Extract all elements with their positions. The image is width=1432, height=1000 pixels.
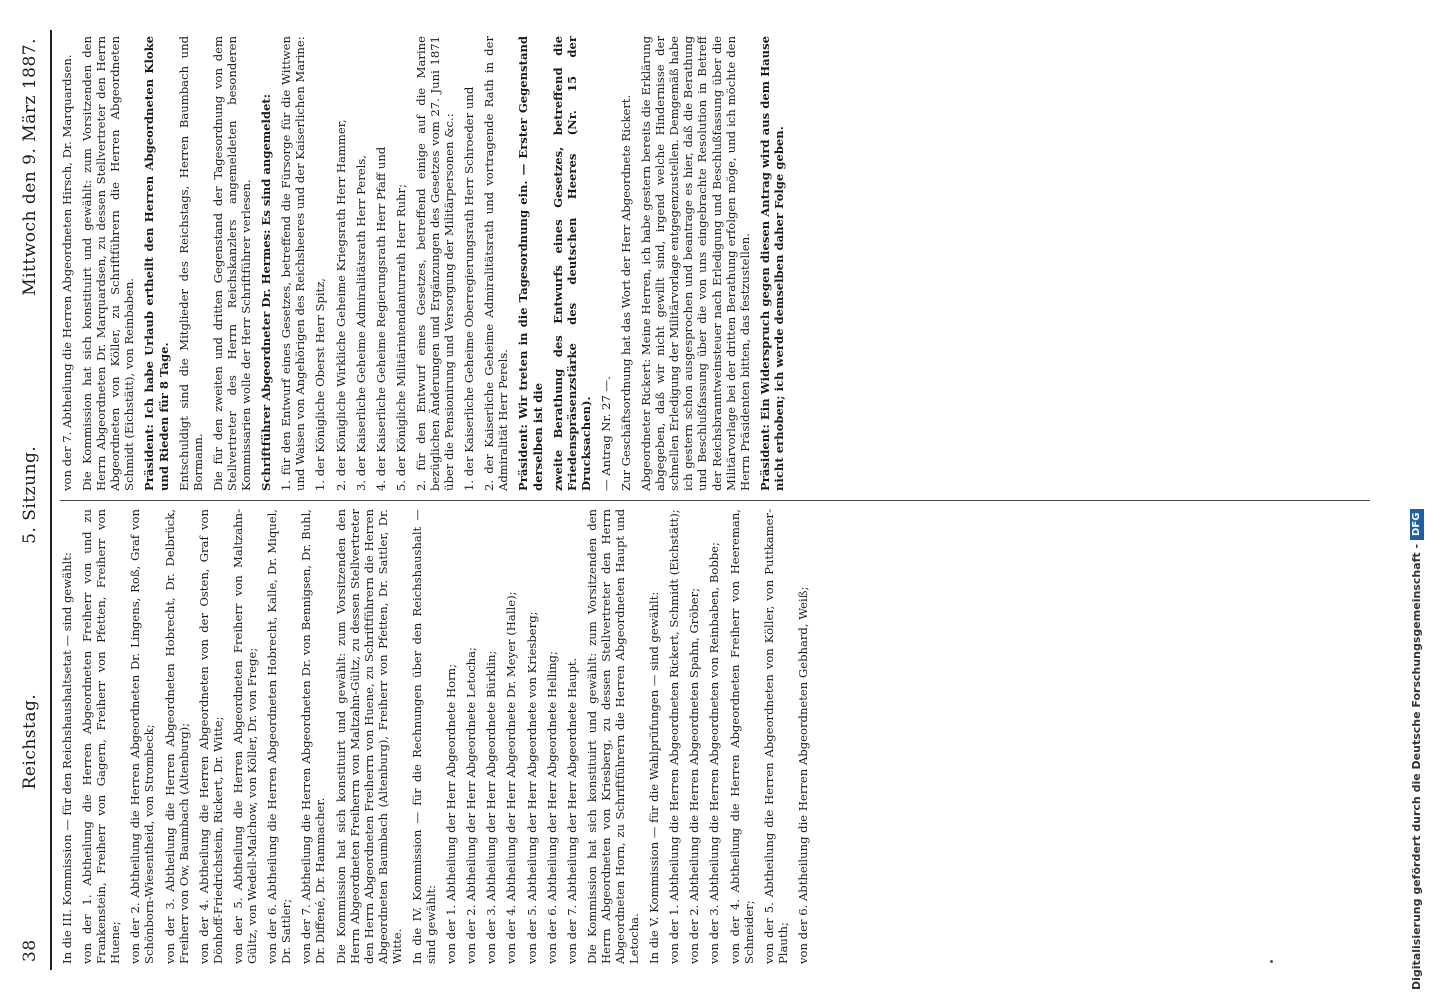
paragraph: Schriftführer Abgeordneter Dr. Hermes: Es sind angemeldet: — [259, 94, 274, 491]
page-header — [20, 38, 44, 962]
paragraph: In die III. Kommission — für den Reichshaushaltsetat — sind gewählt: — [60, 552, 74, 964]
dfg-logo-badge: DFG — [1410, 509, 1424, 540]
paragraph: Die Kommission hat sich konstituirt und gewählt: zum Vorsitzenden den Herrn Abgeordneten Dr. Marquardsen, zu dessen Stellvertreter den Herrn Abgeordneten von Köller, zu Schriftführern die Herren Abgeordneten Schmidt (Eichstätt), von Reinbaben. — [80, 36, 137, 491]
paragraph: von der 5. Abtheilung der Herr Abgeordnete von Kriesberg; — [524, 611, 539, 964]
paragraph: Präsident: Ich habe Urlaub ertheilt den Herren Abgeordneten Kloke und Rieden für 8 Tage. — [142, 36, 171, 491]
paragraph: Die Kommission hat sich konstituirt und gewählt: zum Vorsitzenden den Herrn Abgeordneten Freiherrn von Maltzahn-Gültz, zu dessen Stellvertreter den Herrn Abgeordneten Freiherrn von Huene, zu Schriftführern die Herren Abgeordneten Baumbach (Altenburg), Freiherr von Pfetten, Dr. Sattler, Dr. Witte. — [333, 509, 404, 964]
paragraph: Abgeordneter Rickert: Meine Herren, ich habe gestern bereits die Erklärung abgegeben, daß wir nicht gewillt sind, irgend welche Hindernisse der schnellen Erledigung der Militärvorlage entgegenzustellen. Demgemäß habe ich gestern schon ausgesprochen und beantrage es hier, daß die Berathung und Beschlußfassung über die von uns eingebrachte Resolution in Betreff der Reichsbranntweinsteuer nach Erledigung und Beschlußfassung über die Militärvorlage bei der dritten Berathung erfolgen möge, und ich möchte den Herrn Präsidenten bitten, das festzustellen. — [639, 36, 752, 491]
paragraph: Zur Geschäftsordnung hat das Wort der Herr Abgeordnete Rickert. — [619, 94, 633, 491]
paragraph: von der 4. Abtheilung die Herren Abgeordneten Freiherr von Heereman, Schneider; — [727, 509, 756, 964]
paragraph: 1. der Kaiserliche Geheime Oberregierungsrath Herr Schroeder und — [462, 86, 477, 491]
paragraph: von der 4. Abtheilung der Herr Abgeordnete Dr. Meyer (Halle); — [504, 591, 519, 964]
paragraph: von der 7. Abtheilung der Herr Abgeordnete Haupt. — [564, 657, 579, 964]
paragraph: Entschuldigt sind die Mitglieder des Reichstags, Herren Baumbach und Bormann. — [176, 36, 205, 491]
paragraph: von der 7. Abtheilung die Herren Abgeordneten Hirsch, Dr. Marquardsen. — [60, 54, 74, 491]
page-number: 38 — [20, 939, 40, 962]
paragraph: Präsident: Ein Widerspruch gegen diesen Antrag wird aus dem Hause nicht erhoben; ich werde demselben daher Folge geben. — [757, 36, 786, 491]
paragraph: von der 5. Abtheilung die Herren Abgeordneten Freiherr von Maltzahn-Gültz, von Wedell-Malchow, von Köller, Dr. von Frege; — [230, 509, 260, 964]
left-column — [60, 509, 1370, 964]
paragraph: — Antrag Nr. 27 —. — [598, 376, 613, 491]
paragraph: 1. für den Entwurf eines Gesetzes, betreffend die Fürsorge für die Wittwen und Waisen von Angehörigen des Reichsheeres und der Kaiserlichen Marine: — [279, 36, 308, 491]
paragraph: von der 1. Abtheilung die Herren Abgeordneten Freiherr von und zu Frankenstein, Freiherr von Gagern, Freiherr von Pfetten, Freiherr von Huene; — [80, 509, 123, 964]
paragraph: von der 2. Abtheilung die Herren Abgeordneten Spahn, Gröber; — [687, 587, 702, 964]
paragraph: In die IV. Kommission — für die Rechnungen über den Reichshaushalt — sind gewählt: — [409, 509, 439, 964]
paragraph: von der 3. Abtheilung der Herr Abgeordnete Bürklin; — [484, 650, 499, 964]
paragraph: von der 1. Abtheilung der Herr Abgeordnete Horn; — [444, 664, 459, 964]
paragraph: von der 2. Abtheilung der Herr Abgeordnete Letocha; — [464, 647, 479, 964]
session-label: 5. Sitzung. — [20, 445, 40, 544]
paragraph: von der 2. Abtheilung die Herren Abgeordneten Dr. Lingens, Roß, Graf von Schönborn-Wiesentheid, von Strombeck; — [128, 509, 157, 964]
watermark-text: Digitalisierung gefördert durch die Deutsche Forschungsgemeinschaft - — [1410, 543, 1423, 990]
paragraph: In die V. Kommission — für die Wahlprüfungen — sind gewählt: — [647, 591, 662, 964]
paragraph-gap — [786, 36, 792, 491]
paragraph: 3. der Kaiserliche Geheime Admiralitätsrath Herr Perels, — [353, 155, 368, 491]
paragraph: 4. der Kaiserliche Geheime Regierungsrath Herr Pfaff und — [373, 146, 388, 491]
paragraph-gap — [810, 509, 816, 964]
paragraph: von der 3. Abtheilung die Herren Abgeordneten von Reinbaben, Bobbe; — [707, 542, 722, 964]
dfg-watermark — [1404, 10, 1430, 990]
paragraph: 2. für den Entwurf eines Gesetzes, betreffend einige auf die Marine bezüglichen Änderungen und Ergänzungen des Gesetzes vom 27. Juni 1871 über die Pensionirung und Versorgung der Militärpersonen &c.: — [413, 36, 457, 491]
paragraph: von der 1. Abtheilung die Herren Abgeordneten Rickert, Schmidt (Eichstätt); — [667, 509, 682, 964]
paragraph: 1. der Königliche Oberst Herr Spitz, — [313, 278, 328, 491]
paragraph: von der 5. Abtheilung die Herren Abgeordneten von Köller, von Puttkamer-Plauth; — [761, 509, 790, 964]
paragraph: von der 4. Abtheilung die Herren Abgeordneten von der Osten, Graf von Dönhoff-Friedrichstein, Rickert, Dr. Witte; — [196, 509, 225, 964]
header-rule — [50, 30, 52, 970]
column-divider — [60, 500, 1370, 501]
session-date: Mittwoch den 9. März 1887. — [20, 38, 40, 296]
paragraph: von der 6. Abtheilung die Herren Abgeordneten Gebhard, Weiß; — [795, 586, 810, 964]
right-column — [60, 36, 1370, 491]
paragraph: von der 6. Abtheilung die Herren Abgeordneten Hobrecht, Kalle, Dr. Miquel, Dr. Sattler; — [265, 509, 294, 964]
scan-speck — [1270, 960, 1273, 963]
paragraph: 2. der Kaiserliche Geheime Admiralitätsrath und vortragende Rath in der Admiralität Herr Perels. — [482, 36, 511, 491]
paragraph: von der 6. Abtheilung der Herr Abgeordnete Helling; — [544, 651, 559, 964]
paragraph: von der 3. Abtheilung die Herren Abgeordneten Hobrecht, Dr. Delbrück, Freiherr von Ow, Baumbach (Altenburg); — [162, 509, 191, 964]
paragraph: 2. der Königliche Wirkliche Geheime Kriegsrath Herr Hammer, — [333, 119, 348, 491]
paragraph: Die für den zweiten und dritten Gegenstand der Tagesordnung von dem Stellvertreter des Herrn Reichskanzlers angemeldeten besonderen Kommissarien wolle der Herr Schriftführer verlesen. — [210, 36, 254, 491]
paragraph: von der 7. Abtheilung die Herren Abgeordneten Dr. von Bennigsen, Dr. Buhl, Dr. Diffené, Dr. Hammacher. — [299, 509, 328, 964]
paragraph: 5. der Königliche Militärintendanturrath Herr Ruhr; — [393, 184, 408, 491]
paragraph: Die Kommission hat sich konstituirt und gewählt: zum Vorsitzenden den Herrn Abgeordneten von Kriesberg, zu dessen Stellvertreter den Herrn Abgeordneten Horn, zu Schriftführern die Herren Abgeordneten Haupt und Letocha. — [584, 509, 642, 964]
paragraph: zweite Berathung des Entwurfs eines Gesetzes, betreffend die Friedenspräsenzstärke des deutschen Heeres (Nr. 15 der Drucksachen). — [550, 36, 593, 491]
chamber-name: Reichstag. — [20, 693, 40, 790]
paragraph: Präsident: Wir treten in die Tagesordnung ein. — Erster Gegenstand derselben ist die — [516, 36, 545, 491]
